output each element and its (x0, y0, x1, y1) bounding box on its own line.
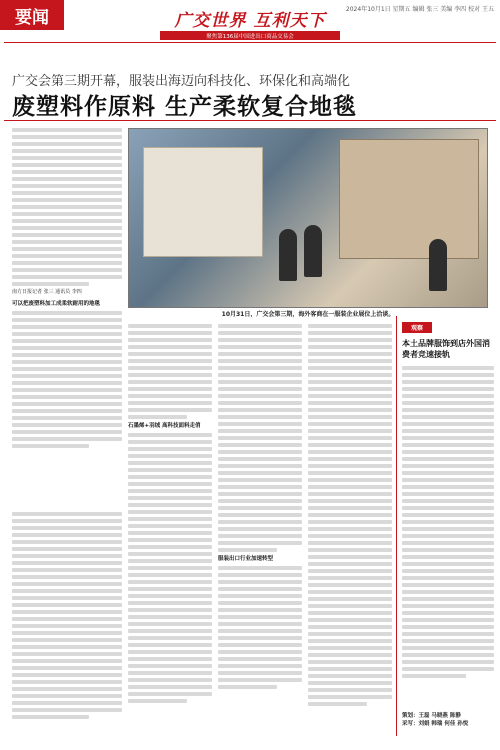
article-kicker: 广交会第三期开幕，服装出海迈向科技化、环保化和高端化 (12, 74, 351, 89)
masthead-divider (4, 42, 496, 43)
lower-left-column (12, 512, 122, 742)
exhibition-photo (128, 128, 488, 308)
person-silhouette (279, 229, 297, 281)
sidebar-title: 本土品牌服饰到店外国消费者竞速接轨 (402, 338, 490, 359)
person-silhouette (429, 239, 447, 291)
article-headline: 废塑料作原料 生产柔软复合地毯 (12, 93, 358, 120)
headline-divider (4, 120, 496, 121)
column-paragraph (308, 324, 392, 706)
banner-subtitle: 聚焦第136届中国进出口商品交易会 (160, 31, 340, 40)
subhead-transformation: 服装出口行业加速转型 (218, 556, 274, 562)
byline: 南方日报记者 张三 通讯员 李四 (12, 289, 82, 295)
lead-paragraph (12, 128, 122, 286)
column-paragraph (12, 512, 122, 719)
column-paragraph (218, 324, 302, 552)
masthead (0, 0, 500, 40)
lead-column (12, 128, 122, 508)
column-paragraph (128, 433, 212, 703)
person-silhouette (304, 225, 322, 277)
photo-caption: 10月31日，广交会第三期，海外客商在一服装企业展位上洽谈。 (221, 311, 395, 318)
middle-column-3 (308, 324, 392, 744)
column-paragraph (128, 324, 212, 419)
lead-subtitle: 可以把废塑料加工成柔软耐用的地毯 (12, 301, 101, 307)
booth-shape (339, 139, 479, 259)
date-line: 2024年10月1日 星期五 编辑 张三 美编 李四 校对 王五 (345, 6, 494, 13)
banner-title: 广交世界 互利天下 (174, 10, 326, 31)
sidebar-tag: 观察 (402, 322, 432, 333)
column-paragraph (12, 311, 122, 448)
sidebar-body (402, 366, 494, 706)
middle-column-2 (218, 324, 302, 744)
section-tab: 要闻 (0, 0, 64, 30)
middle-column-1 (128, 324, 212, 744)
column-paragraph (218, 566, 302, 689)
credits: 策划：王磊 马晓燕 陈静 采写：刘娟 韩瑞 何佳 孙悦 (402, 713, 469, 727)
subhead-graphene: 石墨烯+羽绒 高科技面料走俏 (128, 423, 201, 429)
sidebar-divider (396, 316, 397, 736)
booth-shape (143, 147, 263, 257)
